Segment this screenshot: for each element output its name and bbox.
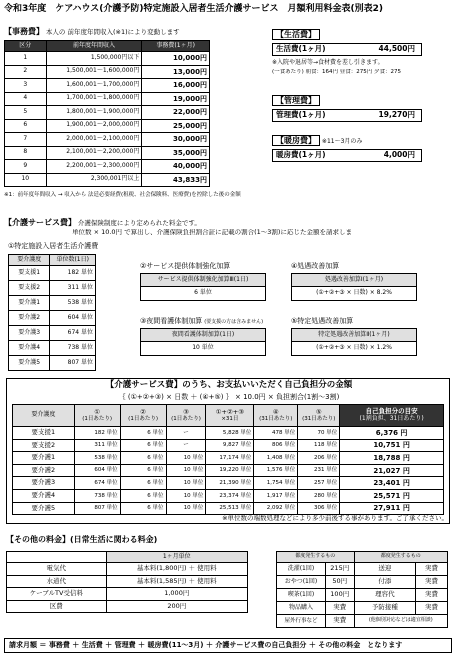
jiko-col-symbol: ⑤ xyxy=(315,407,322,416)
kaigo-row xyxy=(9,281,96,296)
kaigo-level: 要介護2 xyxy=(9,311,50,326)
sonota-col-blank xyxy=(7,552,107,563)
danbo-heading: 【暖房費】 xyxy=(272,135,320,146)
jimu-row xyxy=(5,119,210,133)
jiko-cell: 311 単位 xyxy=(74,439,120,452)
sonota-row xyxy=(7,600,248,613)
jiko-heading: 【介護サービス費】のうち、お支払いいただく自己負担分の金額 xyxy=(105,380,353,390)
jiko-cell: 538 単位 xyxy=(74,452,120,465)
jiko-col-header xyxy=(74,405,120,427)
tsudo-item: 付添 xyxy=(354,576,415,589)
kaigo-units: 674 単位 xyxy=(50,326,96,341)
jiko-total-cell: 18,788 円 xyxy=(340,452,444,465)
tsudo-row xyxy=(277,615,448,628)
jiko-cell: 1,917 単位 xyxy=(254,489,298,502)
jiko-cell: 9,827 単位 xyxy=(206,439,254,452)
kaigo-sec3-head: 夜間看護体制加算(1日) xyxy=(141,329,266,342)
jiko-total-cell: 27,911 円 xyxy=(340,502,444,515)
jiko-cell: 6 単位 xyxy=(120,439,166,452)
tsudo-row xyxy=(277,576,448,589)
tsudo-price: 実費 xyxy=(325,615,354,628)
jiko-cell: 1,408 単位 xyxy=(254,452,298,465)
jiko-cell: 478 単位 xyxy=(254,427,298,440)
kaigo-level: 要介護1 xyxy=(9,296,50,311)
danbo-label: 暖房費(1ヶ月) xyxy=(276,150,326,160)
jimu-sub: 本人の 前年度年間収入(※1)により変動します xyxy=(45,28,180,36)
jiko-cell: 182 単位 xyxy=(74,427,120,440)
kaigo-sub2: 単位数 × 10.0円 で算出し、介護保険負担割合証に記載の割合(1～3割)に応じた金額を請求しま xyxy=(72,229,352,236)
seikatsu-box xyxy=(272,43,422,56)
jiko-cell: 要介護2 xyxy=(13,464,75,477)
kaigo-row xyxy=(9,326,96,341)
jiko-col-header xyxy=(298,405,340,427)
kanri-label: 管理費(1ヶ月) xyxy=(276,110,326,120)
sonota-item: 電気代 xyxy=(7,563,107,576)
jimu-row xyxy=(5,160,210,174)
kaigo-level: 要支援2 xyxy=(9,281,50,296)
kaigo-units: 538 単位 xyxy=(50,296,96,311)
jiko-col-symbol: ③ xyxy=(183,407,189,416)
jimu-heading: 【事務費】 xyxy=(4,27,44,36)
sonota-table xyxy=(6,551,248,613)
danbo-box xyxy=(272,149,422,162)
kaigo-level: 要介護4 xyxy=(9,341,50,356)
jiko-cell: 25,513 単位 xyxy=(206,502,254,515)
jiko-row xyxy=(13,489,444,502)
kaigo-units: 311 単位 xyxy=(50,281,96,296)
jiko-cell: 10 単位 xyxy=(166,502,206,515)
tsudo-price: 実費 xyxy=(416,602,448,615)
danbo-sub: ※11～3月のみ xyxy=(321,138,363,145)
kaigo-sec2-table xyxy=(140,273,266,301)
kaigo-sec5-table xyxy=(291,328,417,356)
jiko-row xyxy=(13,439,444,452)
jiko-cell: 10 単位 xyxy=(166,489,206,502)
jiko-total-cell: 23,401 円 xyxy=(340,477,444,490)
kaigo-sec3-sub: (要支援の方は含みません) xyxy=(204,319,264,325)
tsudo-item: 喫茶(1回) xyxy=(277,589,326,602)
jiko-cell: 6 単位 xyxy=(120,502,166,515)
jiko-cell: 1,754 単位 xyxy=(254,477,298,490)
jiko-cell: 206 単位 xyxy=(298,452,340,465)
jimu-fee: 16,000円 xyxy=(142,79,210,93)
jiko-cell: 17,174 単位 xyxy=(206,452,254,465)
kaigo-units: 182 単位 xyxy=(50,266,96,281)
jimu-row xyxy=(5,65,210,79)
jiko-row xyxy=(13,452,444,465)
jiko-col-unit: (1日あたり) xyxy=(128,416,158,423)
tsudo-price: 実費 xyxy=(416,576,448,589)
kanri-box xyxy=(272,109,422,122)
sonota-price: 200円 xyxy=(106,600,247,613)
jiko-col-symbol: ② xyxy=(140,407,146,416)
page-title: 令和3年度 ケアハウス(介護予防)特定施設入居者生活介護サービス 月額利用料金表(別表2) xyxy=(4,4,383,14)
jiko-col-unit: (31日あたり) xyxy=(259,416,293,423)
jiko-cell: 2,092 単位 xyxy=(254,502,298,515)
seikatsu-note2: (一食あたり) 朝食：164円 昼食：275円 夕食：275 xyxy=(272,69,402,75)
kaigo-units: 738 単位 xyxy=(50,341,96,356)
jimu-row xyxy=(5,133,210,147)
kaigo-col-level: 要介護度 xyxy=(9,255,50,266)
jiko-col-header xyxy=(120,405,166,427)
jiko-row xyxy=(13,427,444,440)
sonota-row xyxy=(7,563,248,576)
jimu-kubun: 7 xyxy=(5,133,47,147)
jiko-cell: 280 単位 xyxy=(298,489,340,502)
jiko-col-unit: (31日あたり) xyxy=(302,416,336,423)
jiko-cell: 6 単位 xyxy=(120,427,166,440)
tsudo-item: 予防接種 xyxy=(354,602,415,615)
kaigo-units: 807 単位 xyxy=(50,356,96,371)
jiko-total-cell: 10,751 円 xyxy=(340,439,444,452)
jimu-kubun: 10 xyxy=(5,173,47,187)
jiko-col-unit: ×31日 xyxy=(221,416,239,423)
jimu-kubun: 3 xyxy=(5,79,47,93)
kaigo-sec3-title: ③夜間看護体制加算 xyxy=(140,317,203,325)
jiko-col-symbol: ①+②+③ xyxy=(215,407,245,416)
jiko-cell: 806 単位 xyxy=(254,439,298,452)
jiko-cell: 10 単位 xyxy=(166,452,206,465)
jiko-col-total-title: 自己負担分の目安 xyxy=(365,407,418,416)
jiko-cell: ー xyxy=(166,427,206,440)
jimu-kubun: 4 xyxy=(5,92,47,106)
kaigo-level: 要支援1 xyxy=(9,266,50,281)
tsudo-item: 洗濯(1回) xyxy=(277,563,326,576)
jimu-kubun: 9 xyxy=(5,160,47,174)
jiko-col-total xyxy=(340,405,444,427)
jimu-note: ※1：前年度年間収入 → 収入から 法廷必要経費(租税、社会保険料、医療費)を控除した後の金額 xyxy=(4,192,241,198)
kaigo-sec1-title: ①特定施設入居者生活介護費 xyxy=(8,242,99,250)
seikatsu-value: 44,500円 xyxy=(378,44,415,54)
jimu-row xyxy=(5,52,210,66)
sonota-item: ケーブルTV受信料 xyxy=(7,588,107,601)
jimu-table xyxy=(4,40,210,187)
jiko-cell: 10 単位 xyxy=(166,477,206,490)
jimu-income: 1,700,001～1,800,000円 xyxy=(46,92,142,106)
jiko-col-header xyxy=(206,405,254,427)
jiko-total-cell: 21,027 円 xyxy=(340,464,444,477)
kaigo-sub1: 介護保険制度により定められた料金です。 xyxy=(77,219,201,227)
tsudo-head-left: 都度発生するもの xyxy=(277,552,355,563)
jiko-col-total-sub: (1割負担、31日あたり) xyxy=(359,414,424,422)
jiko-cell: 807 単位 xyxy=(74,502,120,515)
jiko-cell: 10 単位 xyxy=(166,464,206,477)
tsudo-item: おやつ(1回) xyxy=(277,576,326,589)
jimu-col-kubun: 区分 xyxy=(5,41,47,52)
jiko-cell: 6 単位 xyxy=(120,489,166,502)
footer-formula: 請求月額 ＝ 事務費 ＋ 生活費 ＋ 管理費 ＋ 暖房費(11～3月) ＋ 介護サービス費の自己負担分 ＋ その他の料金 となります xyxy=(4,638,452,653)
kanri-value: 19,270円 xyxy=(378,110,415,120)
jimu-income: 2,200,001～2,300,000円 xyxy=(46,160,142,174)
kaigo-sec2-head: サービス提供体制強化加算Ⅲ(1日) xyxy=(141,274,266,287)
kaigo-sec5-head: 特定処遇改善加算Ⅱ(1ヶ月) xyxy=(292,329,417,342)
tsudo-price: 100円 xyxy=(325,589,354,602)
kaigo-col-units: 単位数(1日) xyxy=(50,255,96,266)
jimu-fee: 13,000円 xyxy=(142,65,210,79)
tsudo-item: 物品購入 xyxy=(277,602,326,615)
jiko-row xyxy=(13,464,444,477)
tsudo-price: 実費 xyxy=(416,589,448,602)
danbo-value: 4,000円 xyxy=(383,150,415,160)
jiko-cell: 604 単位 xyxy=(74,464,120,477)
jimu-income: 2,300,001円以上 xyxy=(46,173,142,187)
jimu-fee: 19,000円 xyxy=(142,92,210,106)
jiko-cell: 118 単位 xyxy=(298,439,340,452)
seikatsu-label: 生活費(1ヶ月) xyxy=(276,44,326,54)
jimu-kubun: 2 xyxy=(5,65,47,79)
jiko-cell: 要支援1 xyxy=(13,427,75,440)
jiko-cell: ー xyxy=(166,439,206,452)
jimu-kubun: 5 xyxy=(5,106,47,120)
jimu-fee: 40,000円 xyxy=(142,160,210,174)
kaigo-level: 要介護5 xyxy=(9,356,50,371)
jimu-fee: 43,833円 xyxy=(142,173,210,187)
kaigo-sec4-table xyxy=(291,273,417,301)
jiko-cell: 19,220 単位 xyxy=(206,464,254,477)
kaigo-heading: 【介護サービス費】 xyxy=(4,218,76,227)
kaigo-sec3-value: 10 単位 xyxy=(141,342,266,356)
jimu-income: 1,500,000円以下 xyxy=(46,52,142,66)
kaigo-sec2-title: ②サービス提供体制強化加算 xyxy=(140,262,231,270)
sonota-item: 水道代 xyxy=(7,575,107,588)
kaigo-sec4-head: 処遇改善加算Ⅰ(1ヶ月) xyxy=(292,274,417,287)
jiko-cell: 1,576 単位 xyxy=(254,464,298,477)
kaigo-row xyxy=(9,296,96,311)
jiko-note: ※単位数の端数処理などにより多少前後する事があります。ご了承ください。 xyxy=(222,514,448,522)
sonota-item: 区費 xyxy=(7,600,107,613)
jiko-cell: 231 単位 xyxy=(298,464,340,477)
jiko-table xyxy=(12,404,444,515)
jimu-fee: 25,000円 xyxy=(142,119,210,133)
jiko-cell: 23,374 単位 xyxy=(206,489,254,502)
jimu-col-fee: 事務費(1ヶ月) xyxy=(142,41,210,52)
jiko-cell: 6 単位 xyxy=(120,452,166,465)
jiko-cell: 要介護1 xyxy=(13,452,75,465)
kaigo-sec2-value: 6 単位 xyxy=(141,287,266,301)
kaigo-sec5-title: ⑤特定処遇改善加算 xyxy=(291,317,354,325)
kaigo-units: 604 単位 xyxy=(50,311,96,326)
tsudo-price: 50円 xyxy=(325,576,354,589)
tsudo-row xyxy=(277,589,448,602)
kaigo-row xyxy=(9,266,96,281)
tsudo-row xyxy=(277,602,448,615)
jiko-col-level: 要介護度 xyxy=(13,405,75,427)
tsudo-note: (他個別対応などは適宜相談) xyxy=(354,615,447,628)
seikatsu-heading: 【生活費】 xyxy=(272,29,320,40)
jimu-income: 1,800,001～1,900,000円 xyxy=(46,106,142,120)
jimu-kubun: 6 xyxy=(5,119,47,133)
tsudo-item: 理容代 xyxy=(354,589,415,602)
tsudo-price: 実費 xyxy=(416,563,448,576)
jimu-row xyxy=(5,173,210,187)
kaigo-row xyxy=(9,356,96,371)
jiko-cell: 257 単位 xyxy=(298,477,340,490)
kaigo-row xyxy=(9,341,96,356)
jiko-cell: 要支援2 xyxy=(13,439,75,452)
jimu-fee: 22,000円 xyxy=(142,106,210,120)
kaigo-sec3-table xyxy=(140,328,266,356)
jiko-col-header xyxy=(166,405,206,427)
jimu-row xyxy=(5,146,210,160)
kaigo-sec4-title: ④処遇改善加算 xyxy=(291,262,340,270)
jiko-cell: 要介護4 xyxy=(13,489,75,502)
jiko-formula: ｛ (①+②+③) × 日数 ＋ (④+⑤) ｝ × 10.0円 × 負担割合(1割～3割) xyxy=(118,393,340,401)
jiko-cell: 5,828 単位 xyxy=(206,427,254,440)
jimu-kubun: 1 xyxy=(5,52,47,66)
jimu-row xyxy=(5,106,210,120)
kanri-heading: 【管理費】 xyxy=(272,95,320,106)
jimu-income: 2,100,001～2,200,000円 xyxy=(46,146,142,160)
tsudo-price: 215円 xyxy=(325,563,354,576)
sonota-price: 1,000円 xyxy=(106,588,247,601)
sonota-price: 基本料(1,800円) ＋ 使用料 xyxy=(106,563,247,576)
jimu-income: 1,600,001～1,700,000円 xyxy=(46,79,142,93)
tsudo-head-right: 都度発生するもの xyxy=(354,552,447,563)
kaigo-row xyxy=(9,311,96,326)
jiko-col-unit: (1日あたり) xyxy=(82,416,113,423)
jiko-cell: 306 単位 xyxy=(298,502,340,515)
tsudo-row xyxy=(277,563,448,576)
seikatsu-note1: ※入院や退居等→食材費を差し引きます。 xyxy=(272,59,384,66)
jiko-cell: 6 単位 xyxy=(120,464,166,477)
jimu-fee: 10,000円 xyxy=(142,52,210,66)
jimu-income: 2,000,001～2,100,000円 xyxy=(46,133,142,147)
tsudo-table xyxy=(276,551,448,628)
jiko-cell: 70 単位 xyxy=(298,427,340,440)
jiko-cell: 21,390 単位 xyxy=(206,477,254,490)
sonota-row xyxy=(7,575,248,588)
jiko-col-unit: (1日あたり) xyxy=(171,416,201,423)
kaigo-level: 要介護3 xyxy=(9,326,50,341)
tsudo-price: 実費 xyxy=(325,602,354,615)
jimu-row xyxy=(5,79,210,93)
jimu-income: 1,500,001～1,600,000円 xyxy=(46,65,142,79)
jiko-cell: 要介護5 xyxy=(13,502,75,515)
tsudo-item: 送迎 xyxy=(354,563,415,576)
sonota-row xyxy=(7,588,248,601)
jiko-col-symbol: ① xyxy=(94,407,101,416)
jiko-cell: 738 単位 xyxy=(74,489,120,502)
jimu-row xyxy=(5,92,210,106)
jiko-row xyxy=(13,477,444,490)
sonota-col-unit: 1ヶ月単位 xyxy=(106,552,247,563)
jimu-col-income: 前年度年間収入 xyxy=(46,41,142,52)
jimu-kubun: 8 xyxy=(5,146,47,160)
jimu-fee: 30,000円 xyxy=(142,133,210,147)
jiko-cell: 674 単位 xyxy=(74,477,120,490)
jiko-cell: 要介護3 xyxy=(13,477,75,490)
jiko-total-cell: 6,376 円 xyxy=(340,427,444,440)
sonota-heading: 【その他の料金】(日常生活に関わる料金) xyxy=(6,535,158,544)
kaigo-sec5-value: (①+②+③ × 日数) × 1.2% xyxy=(292,342,417,356)
jiko-col-header xyxy=(254,405,298,427)
jimu-income: 1,900,001～2,000,000円 xyxy=(46,119,142,133)
jiko-cell: 6 単位 xyxy=(120,477,166,490)
jiko-total-cell: 25,571 円 xyxy=(340,489,444,502)
jiko-row xyxy=(13,502,444,515)
kaigo-unit-table xyxy=(8,254,96,371)
sonota-price: 基本料(1,585円) ＋ 使用料 xyxy=(106,575,247,588)
jimu-fee: 35,000円 xyxy=(142,146,210,160)
jiko-col-symbol: ④ xyxy=(272,407,279,416)
kaigo-sec4-value: (①+②+③ × 日数) × 8.2% xyxy=(292,287,417,301)
tsudo-item: 屋外行事など xyxy=(277,615,326,628)
